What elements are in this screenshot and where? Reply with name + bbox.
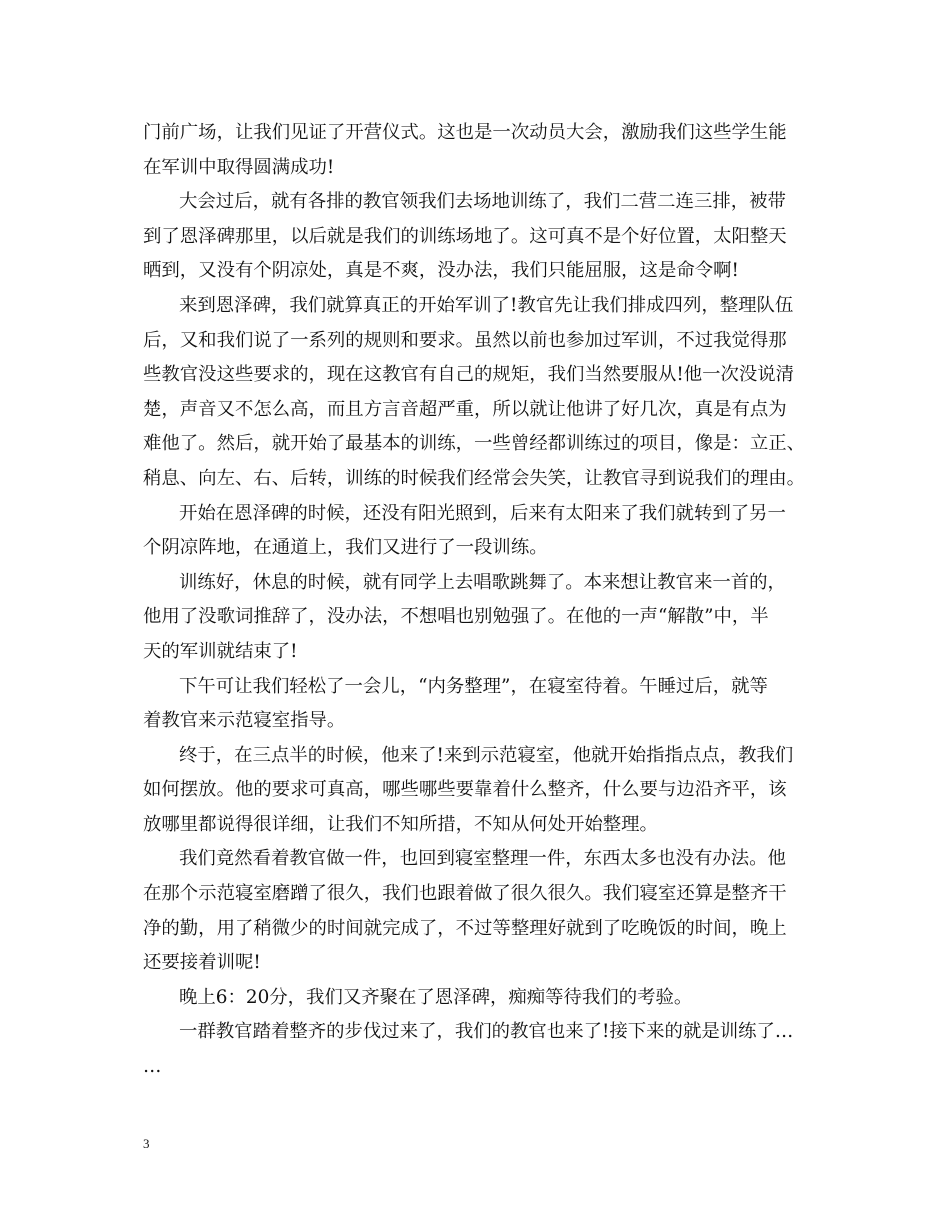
- text-line: 天的军训就结束了!: [143, 640, 298, 662]
- text-line: 一群教官踏着整齐的步伐过来了，我们的教官也来了!接下来的就是训练了…: [179, 1021, 794, 1043]
- text-line: 训练好，休息的时候，就有同学上去唱歌跳舞了。本来想让教官来一首的，: [179, 571, 786, 593]
- text-line: 如何摆放。他的要求可真高，哪些哪些要靠着什么整齐，什么要与边沿齐平，该: [143, 779, 787, 801]
- text-line: 门前广场，让我们见证了开营仪式。这也是一次动员大会，激励我们这些学生能: [143, 122, 787, 143]
- text-line: 后，又和我们说了一系列的规则和要求。虽然以前也参加过军训，不过我觉得那: [143, 329, 787, 351]
- text-line: …: [143, 1056, 162, 1078]
- text-line: 在那个示范寝室磨蹭了很久，我们也跟着做了很久很久。我们寝室还算是整齐干: [143, 883, 787, 905]
- text-line: 晚上6：20分，我们又齐聚在了恩泽碑，痴痴等待我们的考验。: [179, 986, 693, 1008]
- text-line: 开始在恩泽碑的时候，还没有阳光照到，后来有太阳来了我们就转到了另一: [179, 502, 786, 524]
- text-line: 难他了。然后，就开始了最基本的训练，一些曾经都训练过的项目，像是：立正、: [143, 433, 806, 455]
- text-line: 个阴凉阵地，在通道上，我们又进行了一段训练。: [143, 537, 548, 559]
- text-line: 我们竟然看着教官做一件，也回到寝室整理一件，东西太多也没有办法。他: [179, 848, 786, 870]
- text-line: 大会过后，就有各排的教官领我们去场地训练了，我们二营二连三排，被带: [179, 191, 786, 213]
- text-line: 些教官没这些要求的，现在这教官有自己的规矩，我们当然要服从!他一次没说清: [143, 364, 795, 386]
- text-line: 稍息、向左、右、后转，训练的时候我们经常会失笑，让教官寻到说我们的理由。: [143, 467, 806, 489]
- text-line: 晒到，又没有个阴凉处，真是不爽，没办法，我们只能屈服，这是命令啊!: [143, 260, 739, 282]
- text-line: 净的勤，用了稍微少的时间就完成了，不过等整理好就到了吃晚饭的时间，晚上: [143, 917, 787, 939]
- body-text: [143, 116, 823, 1085]
- text-line: 终于，在三点半的时候，他来了!来到示范寝室，他就开始指指点点，教我们: [179, 744, 794, 766]
- text-line: 下午可让我们轻松了一会儿，“内务整理”，在寝室待着。午睡过后，就等: [179, 675, 768, 697]
- text-line: 着教官来示范寝室指导。: [143, 710, 346, 732]
- text-line: 楚，声音又不怎么高，而且方言音超严重，所以就让他讲了好几次，真是有点为: [143, 398, 787, 420]
- text-line: 到了恩泽碑那里，以后就是我们的训练场地了。这可真不是个好位置，太阳整天: [143, 225, 787, 247]
- text-line: 他用了没歌词推辞了，没办法，不想唱也别勉强了。在他的一声“解散”中，半: [143, 606, 769, 628]
- page-number: 3: [143, 1136, 150, 1151]
- text-line: 放哪里都说得很详细，让我们不知所措，不知从何处开始整理。: [143, 813, 658, 835]
- text-line: 还要接着训呢!: [143, 952, 261, 974]
- text-line: 来到恩泽碑，我们就算真正的开始军训了!教官先让我们排成四列，整理队伍: [179, 294, 794, 316]
- text-line: 在军训中取得圆满成功!: [143, 156, 335, 178]
